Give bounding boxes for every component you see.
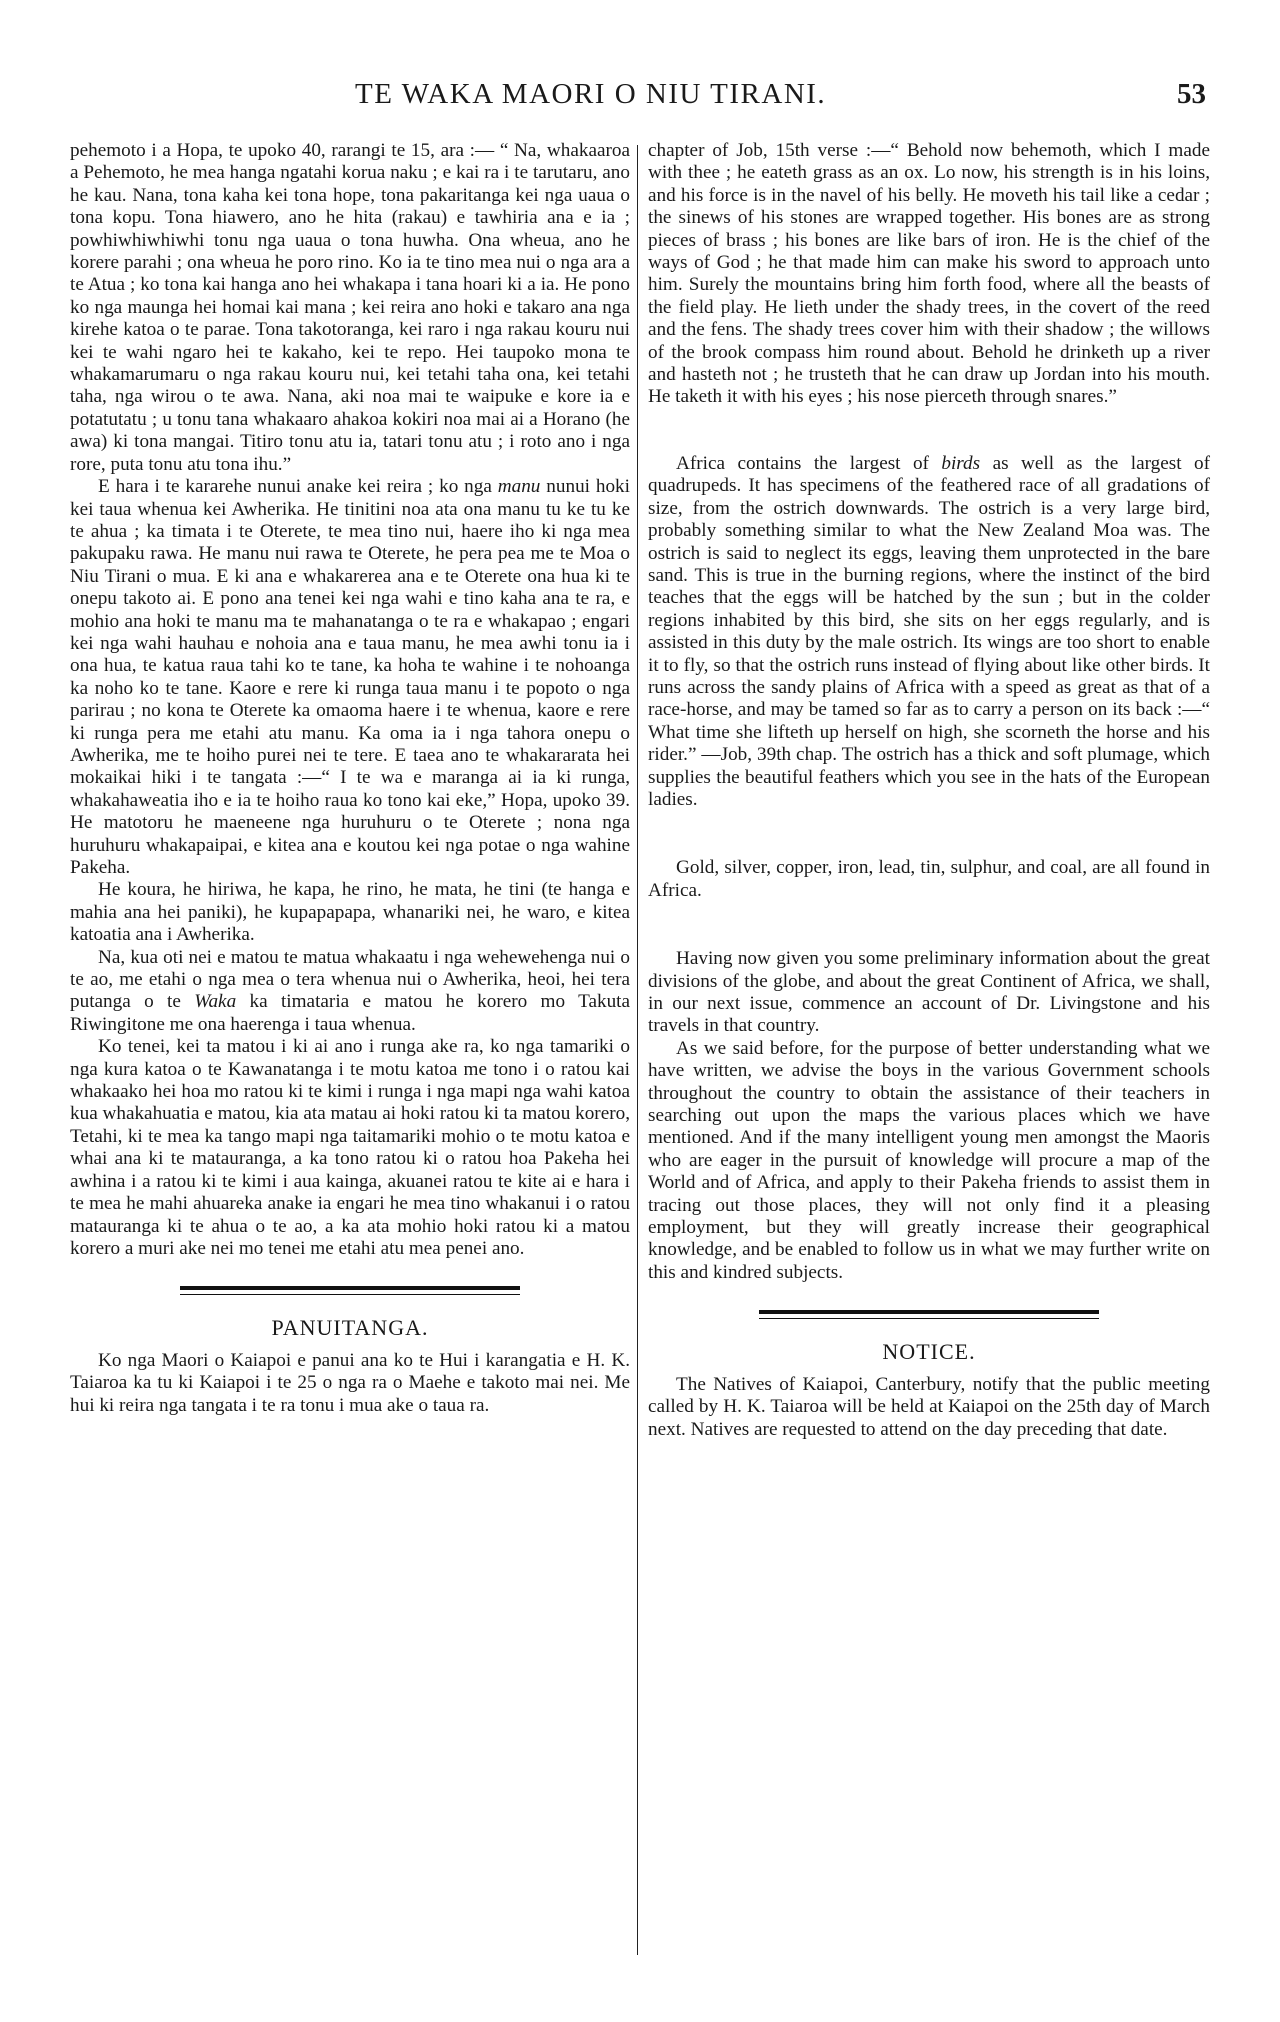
birds-maori-paragraph: E hara i te kararehe nunui anake kei reira ; ko nga manu nunui hoki kei taua whenua kei Awherika. He tinitini noa ata ona manu tu ke tu ke te ahua ; ka timata i te Oterete, te mea tino nui, haere iho ki nga mea pakupaku rawa. He manu nui rawa te Oterete, he pera pea me te Moa o Niu Tirani o mua. E ki ana e whakarerea ana e te Oterete ona hua ki te onepu takoto ai. E pono ana tenei kei nga wahi e tino kaha ana te ra, e mohio ana hoki te manu ma te mahanatanga o te ra e whakapao ; engari kei nga wahi hauhau e nohoia ana e taua manu, he mea awhi tonu ia i ona hua, te katua raua tahi ko te tane, ka hoha te wahine i te nohoanga ka noho ko te tane. Kaore e rere ki runga taua manu i te popoto o nga parirau ; no kona te Oterete ka omaoma haere i te whenua, kaore e rere ki runga pera me etahi atu manu. Ka oma ia i nga tahora onepu o Awherika, me te hoiho purei nei te tere. E taea ano te whakararata hei mokaikai hiki i te tangata :—“ I te wa e maranga ai ia ki runga, whakahaweatia iho e ia te hoiho raua ko tono kai eke,” Hopa, upoko 39. He matotoru he maeneene nga huruhuru o te Oterete ; nona nga huruhuru whakapaipai, e kitea ana e koutou kei nga potae o nga wahine Pakeha. <box>70 476 630 878</box>
behemoth-maori-paragraph: pehemoto i a Hopa, te upoko 40, rarangi te 15, ara :— “ Na, whakaaroa a Pehemoto, he mea hanga ngatahi korua naku ; e kai ra i te tarutaru, ano he kau. Nana, tona kaha kei tona hope, tona pakaritanga kei nga uaua o tona kopu. Tona hiawero, ano he hita (rakau) e tawhiria ana e ia ; powhiwhiwhiwhi tonu nga uaua o tona huwha. Ona wheua, ano he korere parahi ; ona wheua he poro rino. Ko ia te tino mea nui o nga ara a te Atua ; ko tona kai hanga ano hei whakapa i tana hoari ki a ia. He pono ko nga maunga hei homai kai mana ; kei reira ano hoki e takaro ana nga kirehe katoa o te parae. Tona takotoranga, kei raro i nga rakau kouru nui kei te wahi ngaro hei te kakaho, kei te repo. Hei taupoko mona te whakamarumaru o nga rakau kouru nui, kei tetahi taha ona, kei tetahi taha, nga wirou o te awa. Nana, aki noa mai te waipuke e kore ia e potatutatu ; u tonu tana whakaaro ahakoa kokiri noa mai ai a Horano (he awa) ki tona mangai. Titiro tonu atu ia, tatari tonu atu ; i roto ano i nga rore, puta tonu atu tona ihu.” <box>70 140 630 475</box>
minerals-maori-paragraph: He koura, he hiriwa, he kapa, he rino, he mata, he tini (te hanga e mahia ana hei paniki), he kupapapapa, whanariki nei, he waro, e kitea katoatia ana i Awherika. <box>70 879 630 946</box>
job-quote-paragraph: chapter of Job, 15th verse :—“ Behold now behemoth, which I made with thee ; he eateth grass as an ox. Lo now, his strength is in his loins, and his force is in the navel of his belly. He moveth his tail like a cedar ; the sinews of his stones are wrapped together. His bones are as strong pieces of brass ; his bones are like bars of iron. He is the chief of the ways of God ; he that made him can make his sword to approach unto him. Surely the mountains bring him forth food, where all the beasts of the field play. He lieth under the shady trees, in the covert of the reed and the fens. The shady trees cover him with their shadow ; the willows of the brook compass him round about. Behold he drinketh up a river and hasteth not ; he trusteth that he can draw up Jordan into his mouth. He taketh it with his eyes ; his nose pierceth through snares.” <box>648 140 1210 408</box>
panuitanga-heading: PANUITANGA. <box>271 1315 429 1341</box>
panuitanga-body: Ko nga Maori o Kaiapoi e panui ana ko te Hui i karangatia e H. K. Taiaroa ka tu ki Kaiapoi i te 25 o nga ra o Maehe e takoto mai nei. Me hui ki reira nga tangata i te ra tonu i mua ake o taua ra. <box>70 1349 630 1416</box>
right-column <box>648 140 1210 1441</box>
publication-title: TE WAKA MAORI O NIU TIRANI. <box>355 78 827 110</box>
column-divider <box>637 145 638 1955</box>
page-number: 53 <box>1177 78 1206 110</box>
notice-heading: NOTICE. <box>882 1339 976 1365</box>
maps-maori-paragraph: Ko tenei, kei ta matou i ki ai ano i runga ake ra, ko nga tamariki o nga kura katoa o te Kawanatanga i te motu katoa me tono i o ratou kai whakaako hei hoa mo ratou ki te kimi i runga i nga mapi nga wahi katoa kua whakahuatia e matou, kia ata matau ai hoki ratou ki ta matou korero, Tetahi, ki te mea ka tango mapi nga taitamariki mohio o te motu katoa e whai ana ki te matauranga, a ka tono ratou ki o ratou hoa Pakeha hei awhina i a ratou ki te kimi i aua kainga, akuanei ratou te kite ai e hara i te mea he mahi ahuareka anake ia engari he mea tino whakanui i o ratou matauranga ki te ahua o te ao, a ka ata mohio hoki ratou ki a matou korero a muri ake nei mo tenei me etahi atu mea penei ano. <box>70 1036 630 1259</box>
italic-word: Waka <box>194 991 237 1013</box>
advice-paragraph: As we said before, for the purpose of better understanding what we have written, we advise the boys in the various Government schools throughout the country to obtain the assistance of their teachers in searching out upon the maps the various places which we have mentioned. And if the many intelligent young men amongst the Maoris who are eager in the pursuit of knowledge will procure a map of the World and of Africa, and apply to their Pakeha friends to assist them in tracing out those places, they will not only find it a pleasing employment, but they will greatly increase their geographical knowledge, and be enabled to follow us in what we may further write on this and kindred subjects. <box>648 1037 1210 1283</box>
page-header <box>0 78 1280 118</box>
minerals-paragraph: Gold, silver, copper, iron, lead, tin, sulphur, and coal, are all found in Africa. <box>648 857 1210 901</box>
left-column <box>70 140 630 1417</box>
notice-body: The Natives of Kaiapoi, Canterbury, notify that the public meeting called by H. K. Taiaroa will be held at Kaiapoi on the 25th day of March next. Natives are requested to attend on the day preceding that date. <box>648 1373 1210 1440</box>
birds-paragraph: Africa contains the largest of birds as well as the largest of quadrupeds. It has specimens of the feathered race of all gradations of size, from the ostrich downwards. The ostrich is a very large bird, probably something similar to what the New Zealand Moa was. The ostrich is said to neglect its eggs, leaving them unprotected in the bare sand. This is true in the burning regions, where the instinct of the bird teaches that the eggs will be hatched by the sun ; but in the colder regions inhabited by this bird, she sits on her eggs regularly, and is assisted in this duty by the male ostrich. Its wings are too short to enable it to fly, so that the ostrich runs instead of flying about like other birds. It runs across the sandy plains of Africa with a speed as great as that of a race-horse, and may be tamed so far as to carry a person on its back :—“ What time she lifteth up herself on high, she scorneth the horse and his rider.” —Job, 39th chap. The ostrich has a thick and soft plumage, which supplies the beautiful feathers which you see in the hats of the European ladies. <box>648 452 1210 810</box>
livingstone-maori-paragraph: Na, kua oti nei e matou te matua whakaatu i nga wehewehenga nui o te ao, me etahi o nga mea o tera whenua nui o Awherika, heoi, hei tera putanga o te Waka ka timataria e matou he korero mo Takuta Riwingitone me ona haerenga i taua whenua. <box>70 946 631 1035</box>
section-rule <box>759 1310 1099 1319</box>
italic-word: manu <box>497 476 541 498</box>
preliminary-paragraph: Having now given you some preliminary information about the great divisions of the globe, and about the great Continent of Africa, we shall, in our next issue, commence an account of Dr. Livingstone and his travels in that country. <box>648 948 1210 1037</box>
italic-word: birds <box>941 452 981 474</box>
section-rule <box>180 1286 520 1295</box>
